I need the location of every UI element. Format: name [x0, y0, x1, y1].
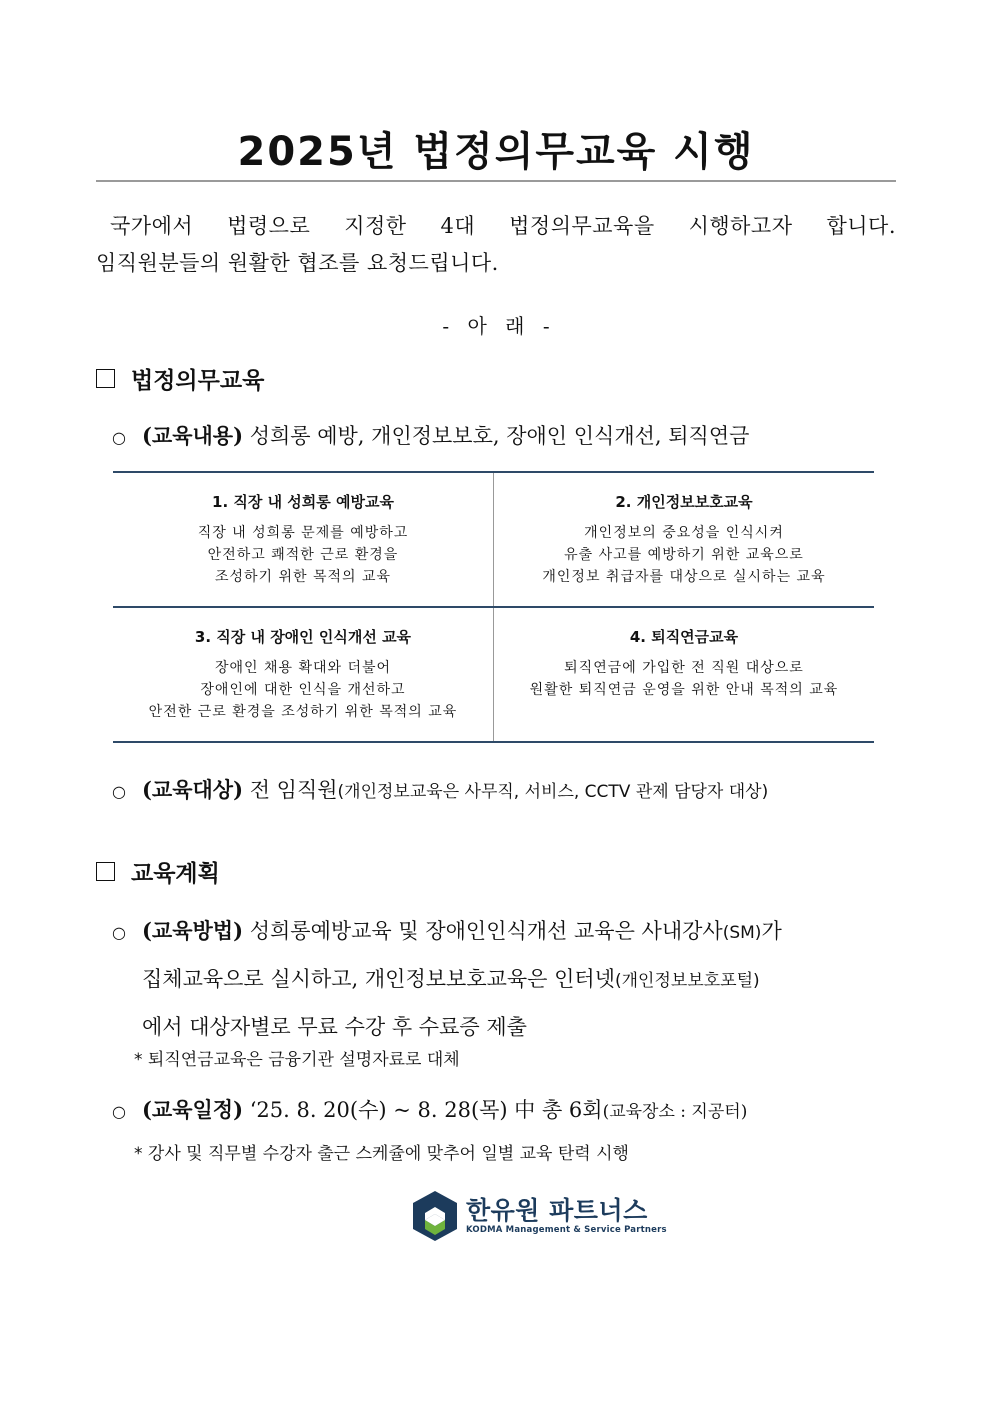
cell-line: 조성하기 위한 목적의 교육: [214, 569, 392, 585]
method-line-3: 에서 대상자별로 무료 수강 후 수료증 제출: [142, 1015, 527, 1039]
cell-line: 직장 내 성희롱 문제를 예방하고: [197, 525, 409, 541]
cell-line: 장애인에 대한 인식을 개선하고: [200, 682, 406, 698]
cell-title: 2. 개인정보보호교육: [615, 493, 753, 511]
title-divider: [96, 180, 896, 182]
content-key: (교육내용): [142, 423, 244, 448]
method-note: * 퇴직연금교육은 금융기관 설명자료로 대체: [134, 1050, 460, 1070]
method-text: 성희롱예방교육 및 장애인인식개선 교육은 사내강사: [243, 919, 723, 943]
method-text: 가: [761, 919, 782, 943]
cell-line: 퇴직연금에 가입한 전 직원 대상으로: [564, 660, 804, 676]
section-heading-education-plan: [96, 855, 220, 888]
table-cell: [113, 472, 494, 607]
target-bullet: [112, 767, 768, 815]
target-detail: (개인정보교육은 사무직, 서비스, CCTV 관제 담당자 대상): [337, 782, 769, 802]
cell-line: 안전한 근로 환경을 조성하기 위한 목적의 교육: [148, 704, 458, 720]
square-bullet-icon: [96, 862, 115, 881]
cell-line: 장애인 채용 확대와 더불어: [214, 660, 392, 676]
schedule-key: (교육일정): [142, 1097, 244, 1122]
cell-line: 안전하고 쾌적한 근로 환경을: [207, 547, 399, 563]
logo-text: [466, 1197, 667, 1235]
cell-line: 개인정보의 중요성을 인식시켜: [584, 525, 784, 541]
section-heading-mandatory-education: [96, 362, 264, 395]
arae-heading: - 아 래 -: [442, 314, 550, 338]
schedule-bullet: [112, 1087, 747, 1135]
education-table: [113, 471, 874, 743]
method-bullet: [112, 908, 902, 1050]
method-text: (개인정보보호포털): [615, 971, 760, 991]
cell-title: 3. 직장 내 장애인 인식개선 교육: [194, 628, 412, 646]
section-heading-text: 교육계획: [131, 861, 220, 887]
target-key: (교육대상): [142, 777, 244, 802]
method-line-1: [112, 908, 902, 956]
logo-subtitle: KODMA Management & Service Partners: [466, 1225, 667, 1235]
circle-bullet-icon: ○: [112, 923, 126, 942]
target-text: 전 임직원: [243, 778, 338, 802]
cell-title: 4. 퇴직연금교육: [629, 628, 739, 646]
intro-line-1: 국가에서 법령으로 지정한 4대 법정의무교육을 시행하고자 합니다.: [110, 214, 896, 238]
content-text: 성희롱 예방, 개인정보보호, 장애인 인식개선, 퇴직연금: [243, 424, 750, 448]
circle-bullet-icon: ○: [112, 1102, 126, 1121]
table-cell: [494, 472, 875, 607]
logo-name: 한유원 파트너스: [466, 1196, 648, 1225]
schedule-note: * 강사 및 직무별 수강자 출근 스케쥴에 맞추어 일별 교육 탄력 시행: [134, 1144, 629, 1164]
content-bullet: [112, 413, 749, 461]
page-title: 2025년 법정의무교육 시행: [237, 129, 755, 175]
table-cell: [113, 607, 494, 742]
intro-paragraph: [96, 208, 896, 282]
method-text: 집체교육으로 실시하고, 개인정보보호교육은 인터넷: [142, 967, 615, 991]
method-line-2: [112, 956, 902, 1004]
company-logo: [412, 1190, 667, 1242]
cell-line: 개인정보 취급자를 대상으로 실시하는 교육: [542, 569, 826, 585]
circle-bullet-icon: ○: [112, 428, 126, 447]
section-heading-text: 법정의무교육: [131, 368, 265, 394]
intro-line-2: 임직원분들의 원활한 협조를 요청드립니다.: [96, 251, 499, 275]
table-cell: [494, 607, 875, 742]
circle-bullet-icon: ○: [112, 782, 126, 801]
method-key: (교육방법): [142, 918, 244, 943]
square-bullet-icon: [96, 369, 115, 388]
schedule-text: ‘25. 8. 20(수) ~ 8. 28(목) 中 총 6회: [243, 1098, 603, 1122]
schedule-detail: (교육장소 : 지공터): [602, 1102, 748, 1122]
cell-title: 1. 직장 내 성희롱 예방교육: [212, 493, 394, 511]
method-text: (SM): [722, 923, 762, 943]
cell-line: 원활한 퇴직연금 운영을 위한 안내 목적의 교육: [529, 682, 839, 698]
cell-line: 유출 사고를 예방하기 위한 교육으로: [564, 547, 804, 563]
logo-mark-icon: [412, 1190, 458, 1242]
